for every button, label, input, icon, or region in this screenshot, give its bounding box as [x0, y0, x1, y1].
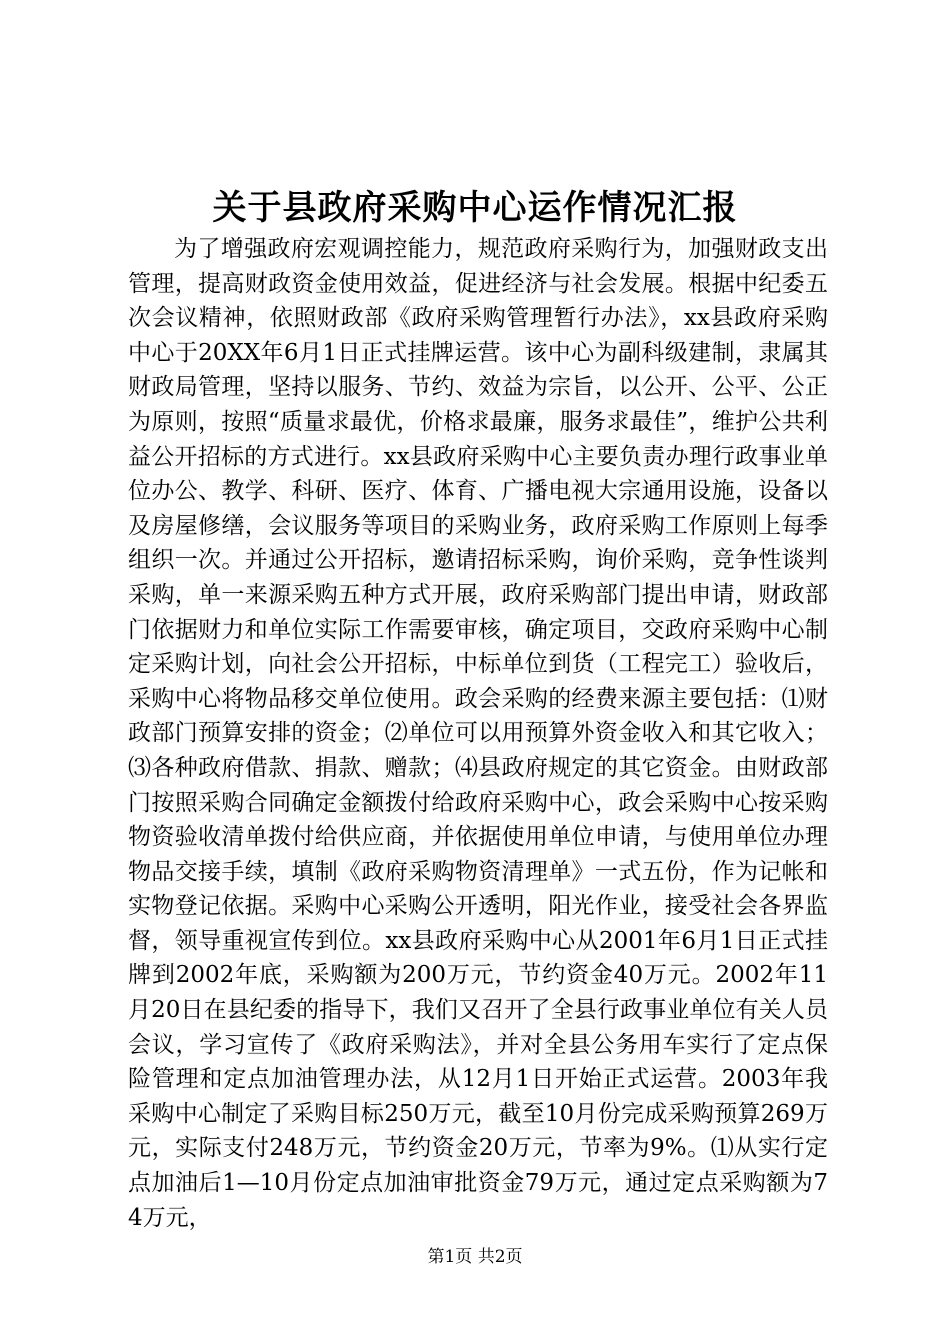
document-body-paragraph: 为了增强政府宏观调控能力，规范政府采购行为，加强财政支出管理，提高财政资金使用效益，促进经济与社会发展。根据中纪委五次会议精神，依照财政部《政府采购管理暂行办法》，xx县政府采购中心于20XX年6月1日正式挂牌运营。该中心为副科级建制，隶属其财政局管理，坚持以服务、节约、效益为宗旨，以公开、公平、公正为原则，按照“质量求最优，价格求最廉，服务求最佳”，维护公共利益公开招标的方式进行。xx县政府采购中心主要负责办理行政事业单位办公、教学、科研、医疗、体育、广播电视大宗通用设施，设备以及房屋修缮，会议服务等项目的采购业务，政府采购工作原则上每季组织一次。并通过公开招标，邀请招标采购，询价采购，竞争性谈判采购，单一来源采购五种方式开展，政府采购部门提出申请，财政部门依据财力和单位实际工作需要审核，确定项目，交政府采购中心制定采购计划，向社会公开招标，中标单位到货（工程完工）验收后，采购中心将物品移交单位使用。政会采购的经费来源主要包括：⑴财政部门预算安排的资金；⑵单位可以用预算外资金收入和其它收入；⑶各种政府借款、捐款、赠款；⑷县政府规定的其它资金。由财政部门按照采购合同确定金额拨付给政府采购中心，政会采购中心按采购物资验收清单拨付给供应商，并依据使用单位申请，与使用单位办理物品交接手续，填制《政府采购物资清理单》一式五份，作为记帐和实物登记依据。采购中心采购公开透明，阳光作业，接受社会各界监督，领导重视宣传到位。xx县政府采购中心从2001年6月1日正式挂牌到2002年底，采购额为200万元，节约资金40万元。2002年11月20日在县纪委的指导下，我们又召开了全县行政事业单位有关人员会议，学习宣传了《政府采购法》，并对全县公务用车实行了定点保险管理和定点加油管理办法，从12月1日开始正式运营。2003年我采购中心制定了采购目标250万元，截至10月份完成采购预算269万元，实际支付248万元，节约资金20万元，节率为9%。⑴从实行定点加油后1—10月份定点加油审批资金79万元，通过定点采购额为74万元， [128, 236, 828, 1231]
document-title: 关于县政府采购中心运作情况汇报 [212, 188, 738, 228]
page-number-footer: 第1页 共2页 [427, 1247, 523, 1267]
